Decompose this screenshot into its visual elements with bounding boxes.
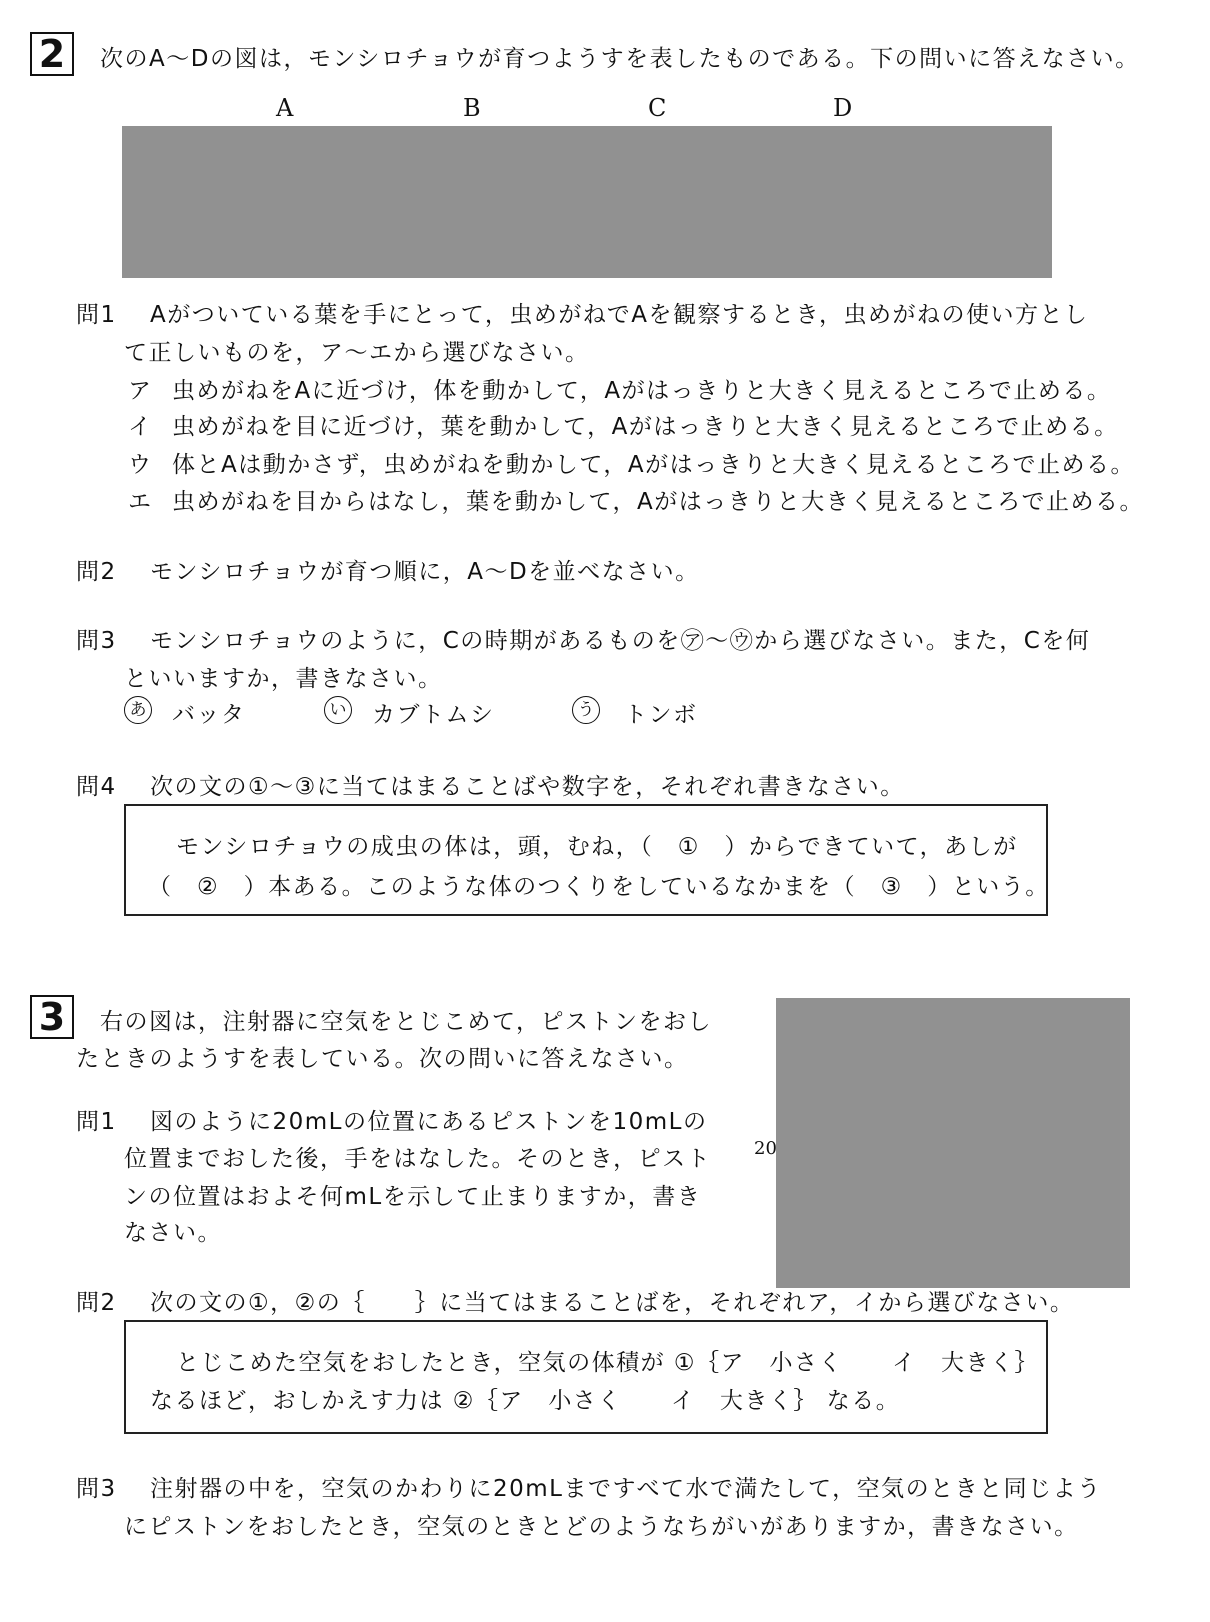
s3-q1-label: 問1 (76, 1109, 117, 1135)
s2-q1-option-text: 虫めがねを目からはなし，葉を動かして，Aがはっきりと大きく見えるところで止める。 (172, 489, 1145, 515)
s2-q4-label: 問4 (76, 774, 117, 800)
section-2-number: 2 (30, 32, 74, 76)
s3-q1-line-1: 図のように20mLの位置にあるピストンを10mLの (150, 1109, 708, 1135)
s2-q1-option-mark: イ (128, 414, 153, 440)
s2-q3-text-1: モンシロチョウのように，Cの時期があるものを㋐～㋒から選びなさい。また，Cを何 (150, 628, 1091, 654)
s2-q3-choice-mark: い (324, 696, 352, 724)
s2-q1-text-2: て正しいものを，ア～エから選びなさい。 (124, 340, 590, 366)
s2-q4-box-line-2: （ ② ）本ある。このような体のつくりをしているなかまを（ ③ ）という。 (148, 874, 1050, 900)
s3-q1-line-2: 位置までおした後，手をはなした。そのとき，ピスト (124, 1146, 712, 1172)
s3-q2-label: 問2 (76, 1290, 117, 1316)
s3-q3-label: 問3 (76, 1476, 117, 1502)
section-2-intro: 次のA～Dの図は，モンシロチョウが育つようすを表したものである。下の問いに答えなさい。 (100, 46, 1140, 72)
s2-q3-choice-text: トンボ (624, 702, 698, 728)
syringe-figure-redacted (776, 998, 1130, 1288)
s3-q2-sentence-box (124, 1320, 1048, 1434)
s2-q1-option-mark: ウ (128, 452, 153, 478)
s2-q4-box-line-1: モンシロチョウの成虫の体は，頭，むね，（ ① ）からできていて，あしが (176, 834, 1018, 860)
syringe-scale-label: 20 (754, 1138, 777, 1159)
figure-label-d: D (833, 94, 853, 122)
s2-q3-label: 問3 (76, 628, 117, 654)
s2-q1-option-mark: ア (128, 378, 153, 404)
s3-q1-line-4: なさい。 (124, 1220, 222, 1246)
s2-q4-text: 次の文の①～③に当てはまることばや数字を，それぞれ書きなさい。 (150, 774, 905, 800)
section-3-number: 3 (30, 995, 74, 1039)
s2-q3-choice-text: バッタ (172, 702, 246, 728)
s2-q3-choice-mark: う (572, 696, 600, 724)
s3-q3-line-2: にピストンをおしたとき，空気のときとどのようなちがいがありますか，書きなさい。 (124, 1514, 1079, 1540)
s2-q3-text-2: といいますか，書きなさい。 (124, 666, 443, 692)
s3-q2-text: 次の文の①，②の｛ ｝に当てはまることばを，それぞれア，イから選びなさい。 (150, 1290, 1075, 1316)
butterfly-figure-redacted (122, 126, 1052, 278)
s2-q1-option-mark: エ (128, 489, 153, 515)
figure-label-b: B (463, 94, 481, 122)
s2-q1-option-text: 虫めがねをAに近づけ，体を動かして，Aがはっきりと大きく見えるところで止める。 (172, 378, 1112, 404)
s2-q2-text: モンシロチョウが育つ順に，A～Dを並べなさい。 (150, 559, 700, 585)
s2-q1-text-1: Aがついている葉を手にとって，虫めがねでAを観察するとき，虫めがねの使い方とし (150, 302, 1089, 328)
figure-label-c: C (648, 94, 667, 122)
s3-q1-line-3: ンの位置はおよそ何mLを示して止まりますか，書き (124, 1184, 702, 1210)
s2-q1-label: 問1 (76, 302, 117, 328)
s2-q3-choice-text: カブトムシ (372, 702, 495, 728)
section-3-intro-2: たときのようすを表している。次の問いに答えなさい。 (76, 1046, 689, 1072)
s3-q2-box-line-1: とじこめた空気をおしたとき，空気の体積が ①｛ア 小さく イ 大きく｝ (176, 1350, 1040, 1376)
s2-q1-option-text: 虫めがねを目に近づけ，葉を動かして，Aがはっきりと大きく見えるところで止める。 (172, 414, 1119, 440)
s3-q3-line-1: 注射器の中を，空気のかわりに20mLまですべて水で満たして，空気のときと同じよう (150, 1476, 1102, 1502)
s2-q2-label: 問2 (76, 559, 117, 585)
s3-q2-box-line-2: なるほど，おしかえす力は ②｛ア 小さく イ 大きく｝ なる。 (150, 1388, 901, 1414)
figure-label-a: A (276, 94, 294, 122)
section-3-intro-1: 右の図は，注射器に空気をとじこめて，ピストンをおし (100, 1009, 713, 1035)
s2-q1-option-text: 体とAは動かさず，虫めがねを動かして，Aがはっきりと大きく見えるところで止める。 (172, 452, 1135, 478)
s2-q3-choice-mark: あ (124, 696, 152, 724)
